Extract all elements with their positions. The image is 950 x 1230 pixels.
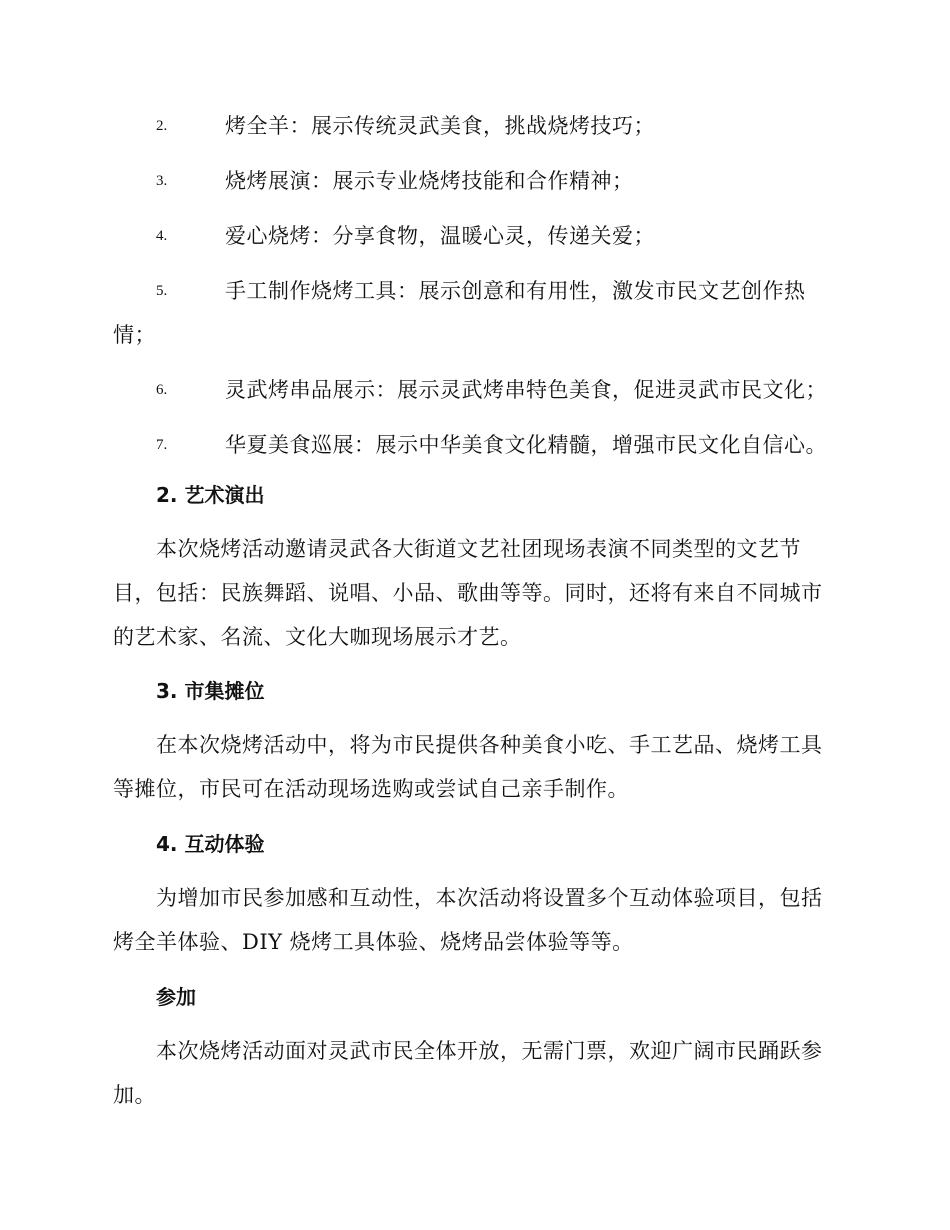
section-paragraph: 本次烧烤活动面对灵武市民全体开放，无需门票，欢迎广阔市民踊跃参加。 — [113, 1039, 823, 1107]
section-heading: 2. 艺术演出 — [156, 483, 265, 507]
list-text: 灵武烤串品展示：展示灵武烤串特色美食，促进灵武市民文化； — [225, 378, 827, 402]
list-text: 爱心烧烤：分享食物，温暖心灵，传递关爱； — [225, 224, 655, 248]
section-heading: 4. 互动体验 — [156, 832, 265, 856]
section-heading: 参加 — [156, 985, 196, 1009]
section-paragraph: 为增加市民参加感和互动性，本次活动将设置多个互动体验项目，包括烤全羊体验、DIY 烧烤工具体验、烧烤品尝体验等等。 — [113, 886, 823, 954]
list-number: 2. — [156, 118, 168, 134]
list-text: 烧烤展演：展示专业烧烤技能和合作精神； — [225, 169, 634, 193]
list-number: 7. — [156, 437, 168, 453]
list-item — [0, 423, 950, 467]
section-paragraph: 本次烧烤活动邀请灵武各大街道文艺社团现场表演不同类型的文艺节目，包括：民族舞蹈、说唱、小品、歌曲等等。同时，还将有来自不同城市的艺术家、名流、文化大咖现场展示才艺。 — [113, 537, 823, 649]
section-interactive-experience — [113, 822, 836, 964]
section-market-stalls — [113, 669, 836, 811]
section-heading: 3. 市集摊位 — [156, 679, 265, 703]
list-item — [0, 159, 950, 203]
section-art-performance — [113, 473, 836, 659]
list-number: 4. — [156, 228, 168, 244]
activity-list — [0, 104, 950, 478]
list-text: 华夏美食巡展：展示中华美食文化精髓，增强市民文化自信心。 — [225, 433, 827, 457]
section-participation — [113, 975, 836, 1117]
list-text: 手工制作烧烤工具：展示创意和有用性，激发市民文艺创作热情； — [113, 279, 806, 347]
list-number: 5. — [156, 283, 168, 299]
list-number: 6. — [156, 382, 168, 398]
list-item — [0, 368, 950, 412]
list-text: 烤全羊：展示传统灵武美食，挑战烧烤技巧； — [225, 114, 655, 138]
list-number: 3. — [156, 173, 168, 189]
list-item — [0, 269, 950, 357]
section-paragraph: 在本次烧烤活动中，将为市民提供各种美食小吃、手工艺品、烧烤工具等摊位，市民可在活动现场选购或尝试自己亲手制作。 — [113, 733, 823, 801]
list-item — [0, 214, 950, 258]
list-item — [0, 104, 950, 148]
